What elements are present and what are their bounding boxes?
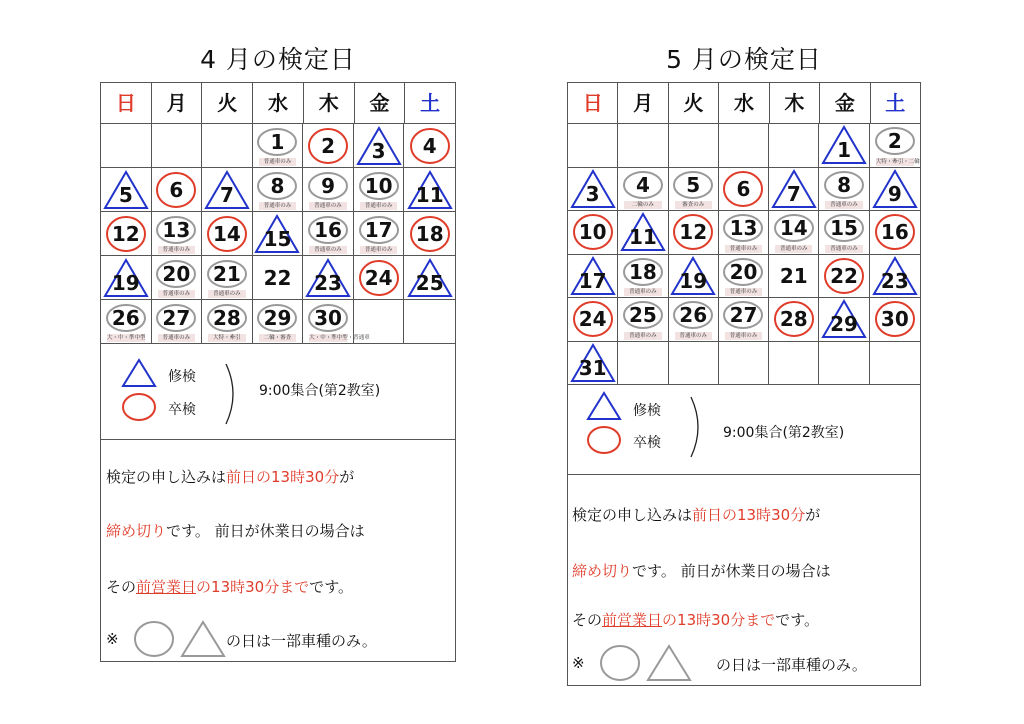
day-content — [870, 298, 920, 341]
day-cell — [769, 298, 819, 342]
day-cell — [618, 168, 668, 212]
day-note: 普通車のみ — [158, 334, 196, 342]
day-cell — [354, 256, 405, 300]
day-number: 2 — [321, 133, 336, 158]
day-cell — [870, 168, 920, 212]
day-number: 24 — [578, 307, 607, 332]
day-note: 大・中・準中型・普通車 — [309, 335, 370, 341]
day-cell — [303, 256, 354, 300]
day-cell — [152, 124, 203, 168]
day-number: 10 — [364, 173, 393, 198]
day-note: 普通車のみ — [208, 290, 246, 298]
weekday-tue: 火 — [669, 83, 719, 123]
day-number: 5 — [118, 182, 133, 207]
day-content — [819, 255, 868, 298]
day-number: 18 — [415, 221, 444, 246]
day-number: 18 — [629, 259, 657, 284]
day-cell — [404, 212, 455, 256]
day-note: 普通車のみ — [158, 290, 196, 298]
day-number: 29 — [263, 305, 292, 330]
day-cell — [101, 168, 152, 212]
day-cell — [819, 255, 869, 299]
day-cell — [669, 211, 719, 255]
day-number: 9 — [321, 173, 336, 198]
msg-highlight: 前営業日 — [136, 578, 197, 596]
msg-highlight: 前日の13時30分 — [226, 468, 340, 486]
day-number: 22 — [263, 265, 292, 290]
day-cell — [152, 300, 203, 344]
msg-text: が — [805, 506, 821, 524]
day-content — [404, 256, 455, 299]
day-cell — [152, 168, 203, 212]
day-number: 25 — [415, 270, 444, 295]
day-note: 普通車のみ — [158, 246, 196, 254]
day-cell — [819, 168, 869, 212]
day-cell — [303, 212, 354, 256]
day-content — [152, 168, 202, 211]
day-cell — [152, 256, 203, 300]
day-cell — [719, 255, 769, 299]
day-content — [819, 124, 868, 167]
day-cell — [618, 298, 668, 342]
day-cell — [819, 342, 869, 386]
day-number: 17 — [364, 217, 393, 242]
day-number: 3 — [371, 138, 386, 163]
day-cell — [669, 255, 719, 299]
day-content — [354, 124, 404, 167]
day-number: 30 — [314, 305, 342, 330]
day-cell — [669, 124, 719, 168]
weekday-fri: 金 — [820, 83, 870, 123]
day-number: 25 — [629, 303, 657, 328]
msg-highlight: の13時30分まで — [662, 611, 776, 629]
weekday-tue: 火 — [202, 83, 253, 123]
day-content — [669, 211, 718, 254]
day-cell — [202, 124, 253, 168]
may-msg-line4-text: の日は一部車種のみ。 — [716, 656, 867, 674]
day-note: 普通車のみ — [725, 288, 762, 296]
day-number: 21 — [213, 261, 241, 286]
msg-text: 検定の申し込みは — [572, 506, 693, 524]
day-note: 普通車のみ — [309, 202, 347, 210]
msg-text: 検定の申し込みは — [106, 468, 227, 486]
day-note: 審査のみ — [675, 201, 712, 209]
day-number: 20 — [729, 259, 758, 284]
day-content — [669, 255, 718, 298]
day-number: 22 — [830, 263, 858, 288]
circle-icon — [586, 425, 622, 455]
weekday-sat: 土 — [420, 91, 441, 115]
day-cell — [404, 300, 455, 344]
april-title: 4 月の検定日 — [200, 45, 356, 74]
gray-triangle-icon — [646, 644, 692, 682]
day-content — [354, 256, 404, 299]
day-content — [769, 168, 818, 211]
day-content — [719, 168, 768, 211]
day-cell — [870, 255, 920, 299]
day-content — [101, 168, 151, 211]
day-cell — [253, 256, 304, 300]
day-cell — [568, 342, 618, 386]
day-number: 17 — [578, 268, 607, 293]
day-cell — [354, 168, 405, 212]
day-number: 20 — [162, 261, 191, 286]
day-cell — [769, 124, 819, 168]
day-number: 27 — [729, 303, 758, 328]
april-day-grid — [101, 124, 455, 344]
weekday-mon: 月 — [618, 83, 668, 123]
day-cell — [568, 298, 618, 342]
day-number: 24 — [364, 265, 393, 290]
april-msg-line1 — [106, 466, 354, 487]
day-number: 4 — [635, 172, 650, 197]
day-content — [303, 256, 353, 299]
gray-circle-icon — [132, 620, 176, 658]
day-cell — [253, 168, 304, 212]
day-number: 11 — [415, 182, 444, 207]
msg-text: その — [572, 611, 603, 629]
day-cell — [101, 212, 152, 256]
may-msg-line4 — [572, 654, 585, 672]
day-cell — [101, 124, 152, 168]
day-cell — [202, 256, 253, 300]
gray-circle-icon — [598, 644, 642, 682]
day-number: 31 — [578, 355, 607, 380]
day-content — [870, 211, 920, 254]
day-cell — [719, 342, 769, 386]
day-number: 30 — [880, 307, 909, 332]
weekday-wed: 水 — [253, 83, 304, 123]
day-number: 19 — [679, 268, 708, 293]
may-msg-line1 — [572, 504, 820, 525]
circle-icon — [121, 392, 157, 422]
april-msg-line2 — [106, 520, 365, 541]
day-note: 大特・牽引・二輪 — [875, 158, 920, 165]
day-cell — [404, 124, 455, 168]
asterisk: ※ — [572, 654, 585, 672]
day-cell — [669, 298, 719, 342]
day-cell — [303, 124, 354, 168]
shuken-label: 修検 — [168, 369, 196, 385]
april-msg-line3 — [106, 576, 353, 597]
day-number: 5 — [686, 172, 701, 197]
shuken-label: 修検 — [633, 403, 661, 419]
weekday-wed: 水 — [719, 83, 769, 123]
day-cell — [618, 211, 668, 255]
day-number: 12 — [111, 221, 140, 246]
day-cell — [769, 168, 819, 212]
day-note: 普通車のみ — [624, 288, 661, 296]
day-cell — [618, 124, 668, 168]
time-label: 9:00集合(第2教室) — [259, 383, 381, 399]
day-content — [819, 298, 868, 341]
day-note: 普通車のみ — [825, 201, 862, 209]
msg-text: が — [339, 468, 355, 486]
day-content — [253, 212, 303, 255]
weekday-thu: 木 — [770, 83, 820, 123]
weekday-mon: 月 — [152, 83, 203, 123]
day-cell — [719, 124, 769, 168]
day-content — [568, 342, 617, 385]
may-weekday-header — [568, 83, 920, 124]
day-number: 7 — [219, 182, 234, 207]
may-day-grid — [568, 124, 920, 385]
day-content — [404, 212, 455, 255]
day-note: 普通車のみ — [624, 332, 661, 340]
day-content — [202, 212, 252, 255]
day-cell — [870, 124, 920, 168]
weekday-thu: 木 — [304, 83, 355, 123]
day-number: 10 — [578, 220, 607, 245]
bracket-icon — [688, 395, 708, 459]
day-number: 13 — [729, 216, 758, 241]
day-number: 2 — [887, 129, 902, 154]
msg-highlight: 締め切り — [572, 562, 633, 580]
day-cell — [152, 212, 203, 256]
day-note: 普通車のみ — [675, 332, 712, 340]
day-number: 29 — [830, 312, 858, 337]
day-cell — [669, 342, 719, 386]
day-cell — [202, 212, 253, 256]
day-note: 普通車のみ — [360, 246, 398, 254]
day-cell — [769, 342, 819, 386]
day-cell — [404, 256, 455, 300]
triangle-icon — [121, 358, 157, 388]
weekday-sat: 土 — [885, 91, 906, 115]
day-cell — [669, 168, 719, 212]
day-cell — [303, 168, 354, 212]
day-note: 普通車のみ — [259, 202, 297, 210]
sotsuken-label: 卒検 — [168, 402, 196, 418]
day-note: 大特・牽引 — [208, 334, 246, 342]
msg-text: です。 前日が休業日の場合は — [632, 562, 831, 580]
msg-highlight: の13時30分まで — [196, 578, 310, 596]
day-cell — [202, 300, 253, 344]
day-content — [870, 168, 920, 211]
day-number: 12 — [679, 220, 708, 245]
day-number: 6 — [169, 177, 184, 202]
msg-text: その — [106, 578, 137, 596]
sotsuken-label: 卒検 — [633, 435, 661, 451]
day-cell — [101, 300, 152, 344]
april-legend — [101, 344, 455, 440]
day-cell — [870, 342, 920, 386]
day-cell — [568, 124, 618, 168]
msg-text: です。 — [309, 578, 354, 596]
day-content — [769, 298, 818, 341]
day-content — [568, 211, 617, 254]
day-cell — [819, 124, 869, 168]
day-number: 28 — [779, 307, 808, 332]
day-cell — [568, 211, 618, 255]
day-number: 16 — [314, 217, 342, 242]
day-note: 普通車のみ — [725, 245, 762, 253]
asterisk: ※ — [106, 630, 119, 648]
day-cell — [253, 124, 304, 168]
day-cell — [719, 168, 769, 212]
day-content — [404, 124, 455, 167]
msg-highlight: 締め切り — [106, 522, 167, 540]
day-content — [404, 168, 455, 211]
day-cell — [253, 212, 304, 256]
day-note: 普通車のみ — [725, 332, 762, 340]
day-note: 普通車のみ — [259, 158, 297, 166]
day-cell — [101, 256, 152, 300]
day-number: 26 — [679, 303, 708, 328]
day-note: 普通車のみ — [775, 245, 812, 253]
day-content — [202, 168, 252, 211]
day-number: 14 — [779, 216, 808, 241]
day-number: 3 — [585, 181, 600, 206]
day-cell — [719, 298, 769, 342]
weekday-fri: 金 — [355, 83, 406, 123]
day-number: 26 — [111, 305, 140, 330]
day-number: 11 — [629, 225, 657, 250]
day-number: 15 — [830, 216, 858, 241]
day-number: 23 — [314, 270, 342, 295]
msg-highlight: 前営業日 — [602, 611, 663, 629]
msg-text: です。 — [775, 611, 820, 629]
weekday-sun: 日 — [568, 83, 618, 123]
weekday-sun: 日 — [101, 83, 152, 123]
day-number: 23 — [880, 268, 909, 293]
april-weekday-header — [101, 83, 455, 124]
may-msg-line3 — [572, 609, 819, 630]
day-number: 4 — [422, 133, 437, 158]
april-msg-line4-text: の日は一部車種のみ。 — [226, 632, 377, 650]
day-content — [568, 298, 617, 341]
day-content — [568, 255, 617, 298]
day-number: 8 — [270, 173, 285, 198]
day-note: 二輪・審査 — [259, 334, 297, 342]
day-content — [101, 212, 151, 255]
april-msg-line4 — [106, 630, 119, 648]
day-number: 6 — [736, 176, 751, 201]
may-msg-line2 — [572, 560, 831, 581]
day-number: 1 — [837, 138, 852, 163]
day-number: 19 — [111, 270, 140, 295]
day-cell — [719, 211, 769, 255]
day-number: 27 — [162, 305, 191, 330]
day-cell — [354, 124, 405, 168]
day-cell — [303, 300, 370, 344]
day-number: 14 — [213, 221, 241, 246]
day-content — [303, 124, 353, 167]
day-number: 7 — [786, 181, 801, 206]
day-cell — [568, 168, 618, 212]
day-content — [618, 211, 667, 254]
may-legend — [568, 385, 920, 475]
day-content — [101, 256, 151, 299]
bracket-icon — [223, 362, 243, 426]
triangle-icon — [586, 391, 622, 421]
day-content — [253, 256, 303, 299]
day-number: 28 — [213, 305, 241, 330]
day-note: 二輪のみ — [624, 201, 661, 209]
day-cell — [769, 211, 819, 255]
day-number: 21 — [779, 263, 808, 288]
day-cell — [354, 212, 405, 256]
day-note: 普通車のみ — [825, 245, 862, 253]
day-cell — [870, 298, 920, 342]
day-note: 普通車のみ — [360, 202, 398, 210]
msg-text: です。 前日が休業日の場合は — [166, 522, 365, 540]
day-number: 9 — [887, 181, 902, 206]
day-note: 大・中・準中型 — [107, 335, 146, 341]
day-cell — [253, 300, 304, 344]
day-cell — [819, 211, 869, 255]
day-number: 8 — [837, 172, 852, 197]
day-cell — [870, 211, 920, 255]
day-cell — [769, 255, 819, 299]
day-content — [769, 255, 818, 298]
day-cell — [618, 255, 668, 299]
day-number: 13 — [162, 217, 191, 242]
day-number: 15 — [263, 226, 292, 251]
day-note: 普通車のみ — [309, 246, 347, 254]
day-content — [870, 255, 920, 298]
day-cell — [404, 168, 455, 212]
day-content — [568, 168, 617, 211]
day-cell — [819, 298, 869, 342]
day-cell — [202, 168, 253, 212]
day-number: 1 — [270, 129, 285, 154]
gray-triangle-icon — [180, 620, 226, 658]
day-number: 16 — [880, 220, 909, 245]
day-cell — [568, 255, 618, 299]
day-cell — [618, 342, 668, 386]
msg-highlight: 前日の13時30分 — [692, 506, 806, 524]
may-title: 5 月の検定日 — [666, 45, 822, 74]
time-label: 9:00集合(第2教室) — [723, 425, 845, 441]
